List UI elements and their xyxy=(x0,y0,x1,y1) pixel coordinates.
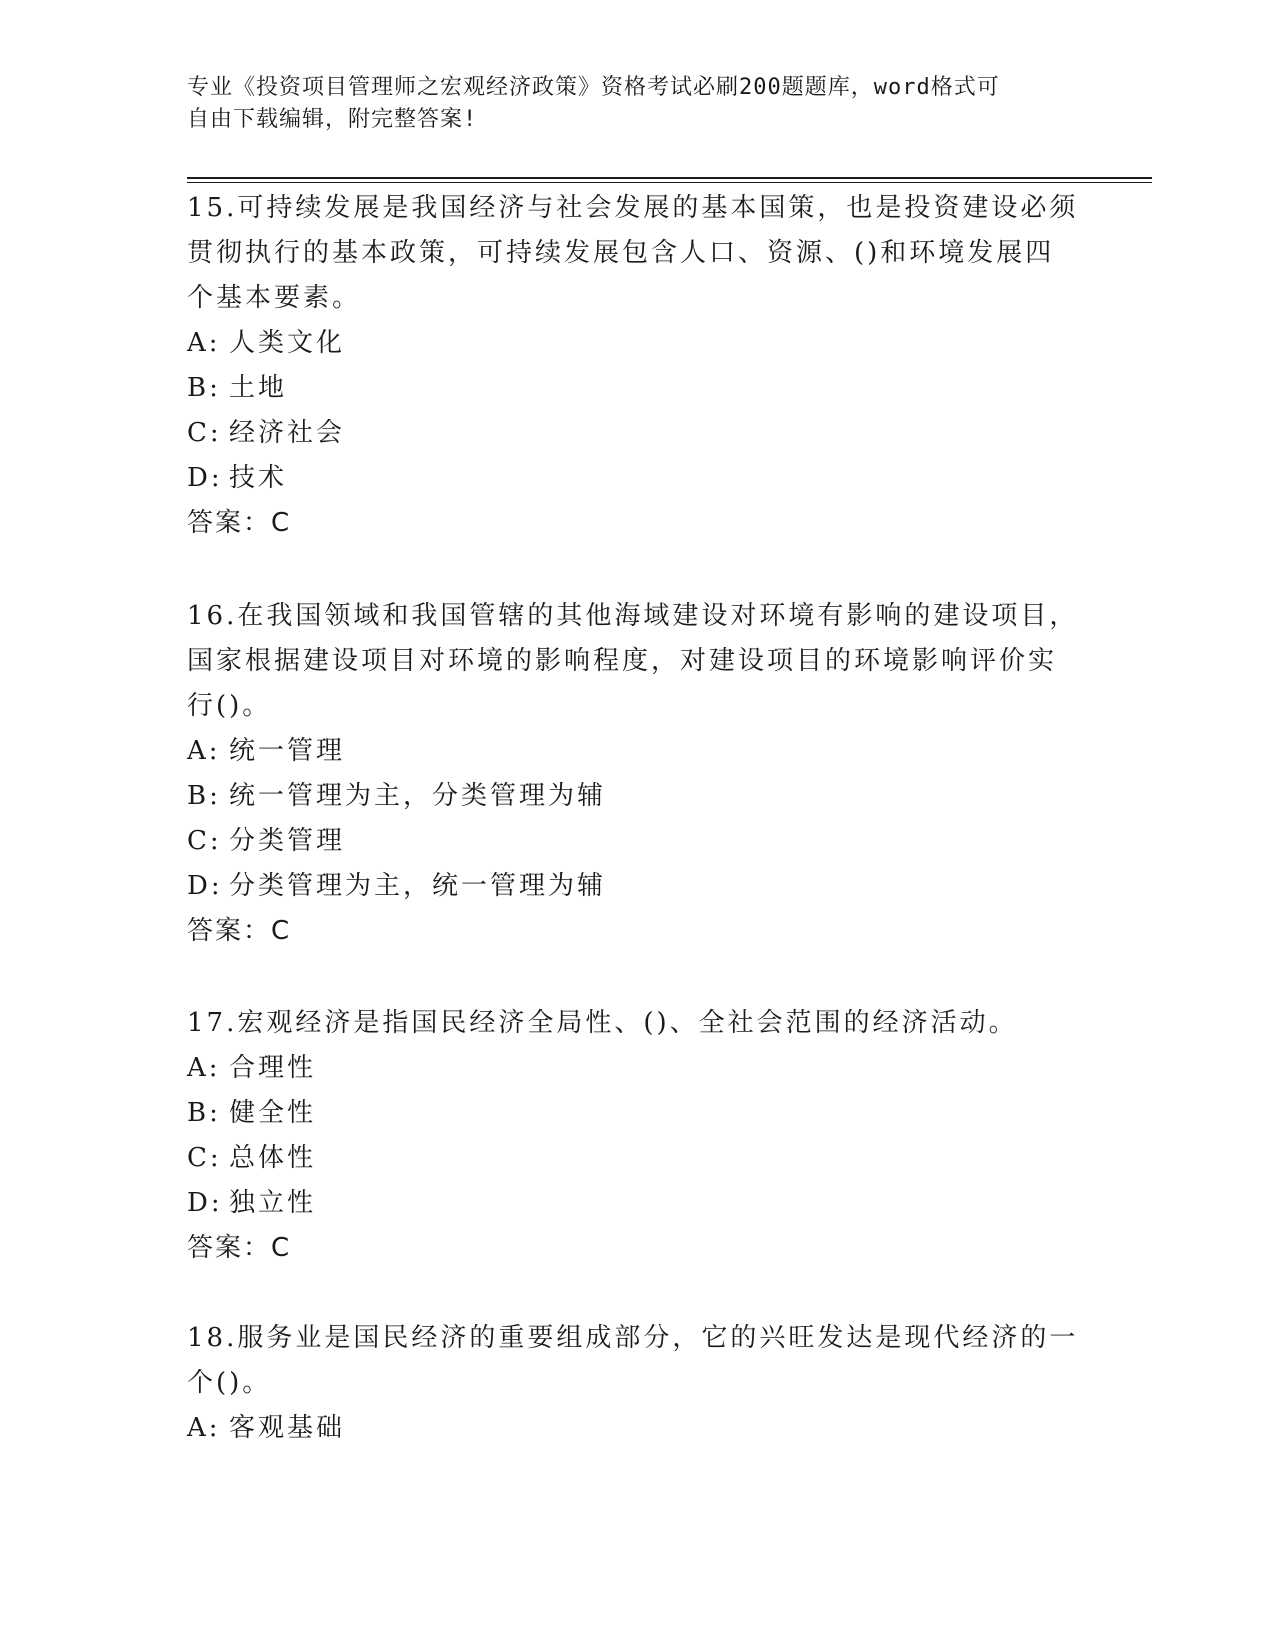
option-text: 健全性 xyxy=(229,1098,317,1128)
option-letter: A: xyxy=(187,1053,221,1083)
option-text: 土地 xyxy=(229,373,288,403)
option-letter: B: xyxy=(187,781,221,811)
option-text: 统一管理 xyxy=(229,736,346,766)
option-letter: A: xyxy=(187,328,221,358)
option-letter: A: xyxy=(187,1413,221,1443)
option-d xyxy=(187,1181,1087,1226)
option-text: 独立性 xyxy=(229,1188,317,1218)
option-text: 总体性 xyxy=(229,1143,317,1173)
question-stem-line: 行()。 xyxy=(187,691,272,721)
option-letter: B: xyxy=(187,373,221,403)
option-letter: D: xyxy=(187,1188,223,1218)
option-text: 技术 xyxy=(229,463,288,493)
option-c xyxy=(187,1136,1087,1181)
header-line-2: 自由下载编辑，附完整答案! xyxy=(187,107,478,132)
header-divider-thin xyxy=(187,182,1152,183)
option-b xyxy=(187,366,1087,411)
option-letter: D: xyxy=(187,463,223,493)
option-d xyxy=(187,864,1087,909)
question-stem-line: 个()。 xyxy=(187,1368,272,1398)
question-16 xyxy=(187,594,1087,954)
option-text: 统一管理为主，分类管理为辅 xyxy=(229,781,607,811)
answer-line: 答案：C xyxy=(187,508,292,538)
question-stem-line: 15.可持续发展是我国经济与社会发展的基本国策，也是投资建设必须 xyxy=(187,193,1079,223)
question-stem-line: 17.宏观经济是指国民经济全局性、()、全社会范围的经济活动。 xyxy=(187,1008,1018,1038)
option-d xyxy=(187,456,1087,501)
option-letter: C: xyxy=(187,826,222,856)
option-a xyxy=(187,1406,1087,1451)
option-a xyxy=(187,321,1087,366)
question-17 xyxy=(187,1001,1087,1271)
option-b xyxy=(187,1091,1087,1136)
option-letter: D: xyxy=(187,871,223,901)
question-stem-line: 国家根据建设项目对环境的影响程度，对建设项目的环境影响评价实 xyxy=(187,646,1058,676)
option-a xyxy=(187,729,1087,774)
question-15 xyxy=(187,186,1087,546)
option-text: 客观基础 xyxy=(229,1413,346,1443)
option-letter: C: xyxy=(187,418,222,448)
option-a xyxy=(187,1046,1087,1091)
option-text: 分类管理 xyxy=(229,826,346,856)
option-text: 人类文化 xyxy=(229,328,346,358)
question-stem-line: 贯彻执行的基本政策，可持续发展包含人口、资源、()和环境发展四 xyxy=(187,238,1055,268)
question-stem-line: 18.服务业是国民经济的重要组成部分，它的兴旺发达是现代经济的一 xyxy=(187,1323,1079,1353)
option-text: 合理性 xyxy=(229,1053,317,1083)
option-b xyxy=(187,774,1087,819)
document-header xyxy=(187,72,1067,136)
option-c xyxy=(187,819,1087,864)
header-divider xyxy=(187,177,1152,179)
answer-line: 答案：C xyxy=(187,1233,292,1263)
header-line-1: 专业《投资项目管理师之宏观经济政策》资格考试必刷200题题库，word格式可 xyxy=(187,75,1000,100)
question-stem-line: 16.在我国领域和我国管辖的其他海域建设对环境有影响的建设项目， xyxy=(187,601,1079,631)
option-letter: B: xyxy=(187,1098,221,1128)
answer-line: 答案：C xyxy=(187,916,292,946)
question-stem-line: 个基本要素。 xyxy=(187,283,362,313)
option-letter: C: xyxy=(187,1143,222,1173)
option-c xyxy=(187,411,1087,456)
option-text: 经济社会 xyxy=(229,418,346,448)
question-18 xyxy=(187,1316,1087,1451)
option-letter: A: xyxy=(187,736,221,766)
option-text: 分类管理为主，统一管理为辅 xyxy=(229,871,607,901)
